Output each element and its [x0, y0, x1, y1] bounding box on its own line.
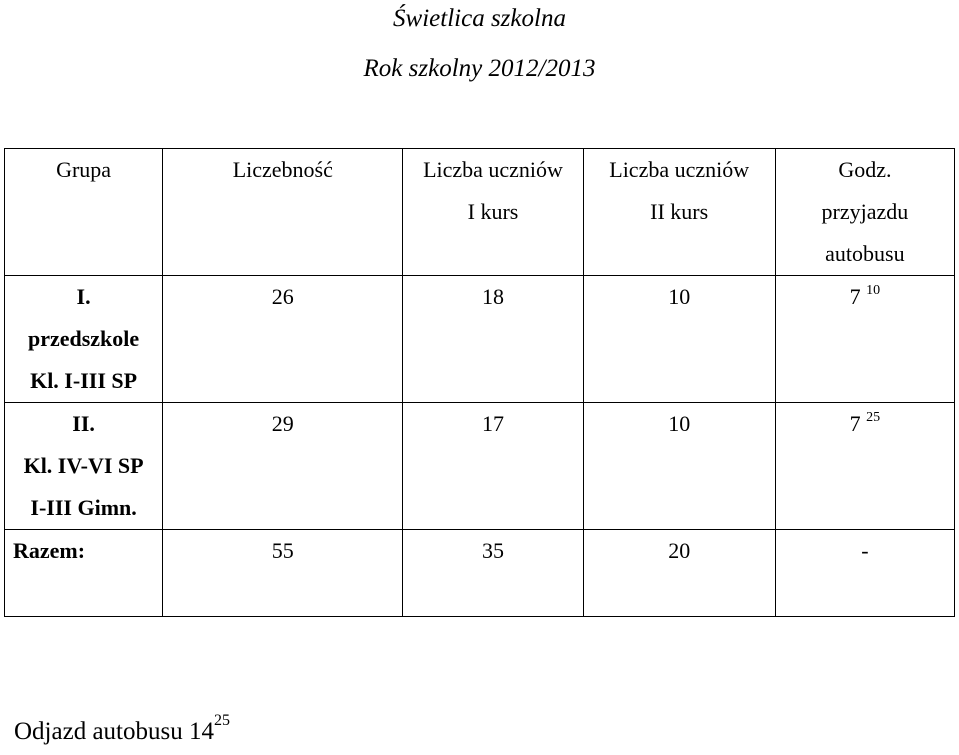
- header-godz-line3: autobusu: [825, 241, 905, 266]
- total-godz: -: [775, 530, 954, 617]
- table-header-row: [5, 149, 955, 276]
- departure-note: [14, 712, 230, 746]
- header-kurs1-line2: I kurs: [467, 199, 519, 224]
- header-grupa: [5, 149, 163, 276]
- row2-godz: [775, 403, 954, 530]
- header-liczebnosc-label: Liczebność: [232, 157, 333, 182]
- row1-godz-hour: 7: [849, 284, 861, 309]
- departure-text: Odjazd autobusu 14: [14, 718, 214, 745]
- row1-grupa: [5, 276, 163, 403]
- row2-grupa-line2: Kl. IV-VI SP: [23, 453, 144, 478]
- row1-kurs1: 18: [403, 276, 583, 403]
- page-title: Świetlica szkolna: [393, 5, 566, 32]
- header-godz: [775, 149, 954, 276]
- row2-godz-min: 25: [866, 410, 881, 425]
- row2-grupa-line3: I-III Gimn.: [30, 495, 137, 520]
- row1-kurs2: 10: [583, 276, 775, 403]
- header-godz-line1: Godz.: [838, 157, 892, 182]
- row2-kurs1: 17: [403, 403, 583, 530]
- total-kurs2: 20: [583, 530, 775, 617]
- header-kurs1-line1: Liczba uczniów: [423, 157, 563, 182]
- header-kurs2-line1: Liczba uczniów: [609, 157, 750, 182]
- departure-min: 25: [213, 712, 230, 729]
- table-row: [5, 403, 955, 530]
- row2-kurs2: 10: [583, 403, 775, 530]
- row2-grupa-line1: II.: [72, 411, 95, 436]
- header-kurs1: [403, 149, 583, 276]
- row2-godz-hour: 7: [849, 411, 861, 436]
- schedule-table: [4, 148, 955, 617]
- row1-grupa-line1: I.: [76, 284, 91, 309]
- row1-grupa-line3: Kl. I-III SP: [30, 368, 138, 393]
- row1-godz-min: 10: [866, 283, 881, 298]
- row1-liczebnosc: 26: [163, 276, 403, 403]
- header-kurs2-line2: II kurs: [650, 199, 709, 224]
- row1-grupa-line2: przedszkole: [27, 326, 140, 351]
- total-liczebnosc: 55: [163, 530, 403, 617]
- header-godz-line2: przyjazdu: [821, 199, 909, 224]
- total-kurs1: 35: [403, 530, 583, 617]
- table-total-row: [5, 530, 955, 617]
- row2-grupa: [5, 403, 163, 530]
- header-kurs2: [583, 149, 775, 276]
- header-grupa-label: Grupa: [56, 157, 112, 182]
- total-label: Razem:: [5, 530, 163, 617]
- school-year-subtitle: Rok szkolny 2012/2013: [363, 55, 596, 82]
- row1-godz: [775, 276, 954, 403]
- row2-liczebnosc: 29: [163, 403, 403, 530]
- table-row: [5, 276, 955, 403]
- header-liczebnosc: [163, 149, 403, 276]
